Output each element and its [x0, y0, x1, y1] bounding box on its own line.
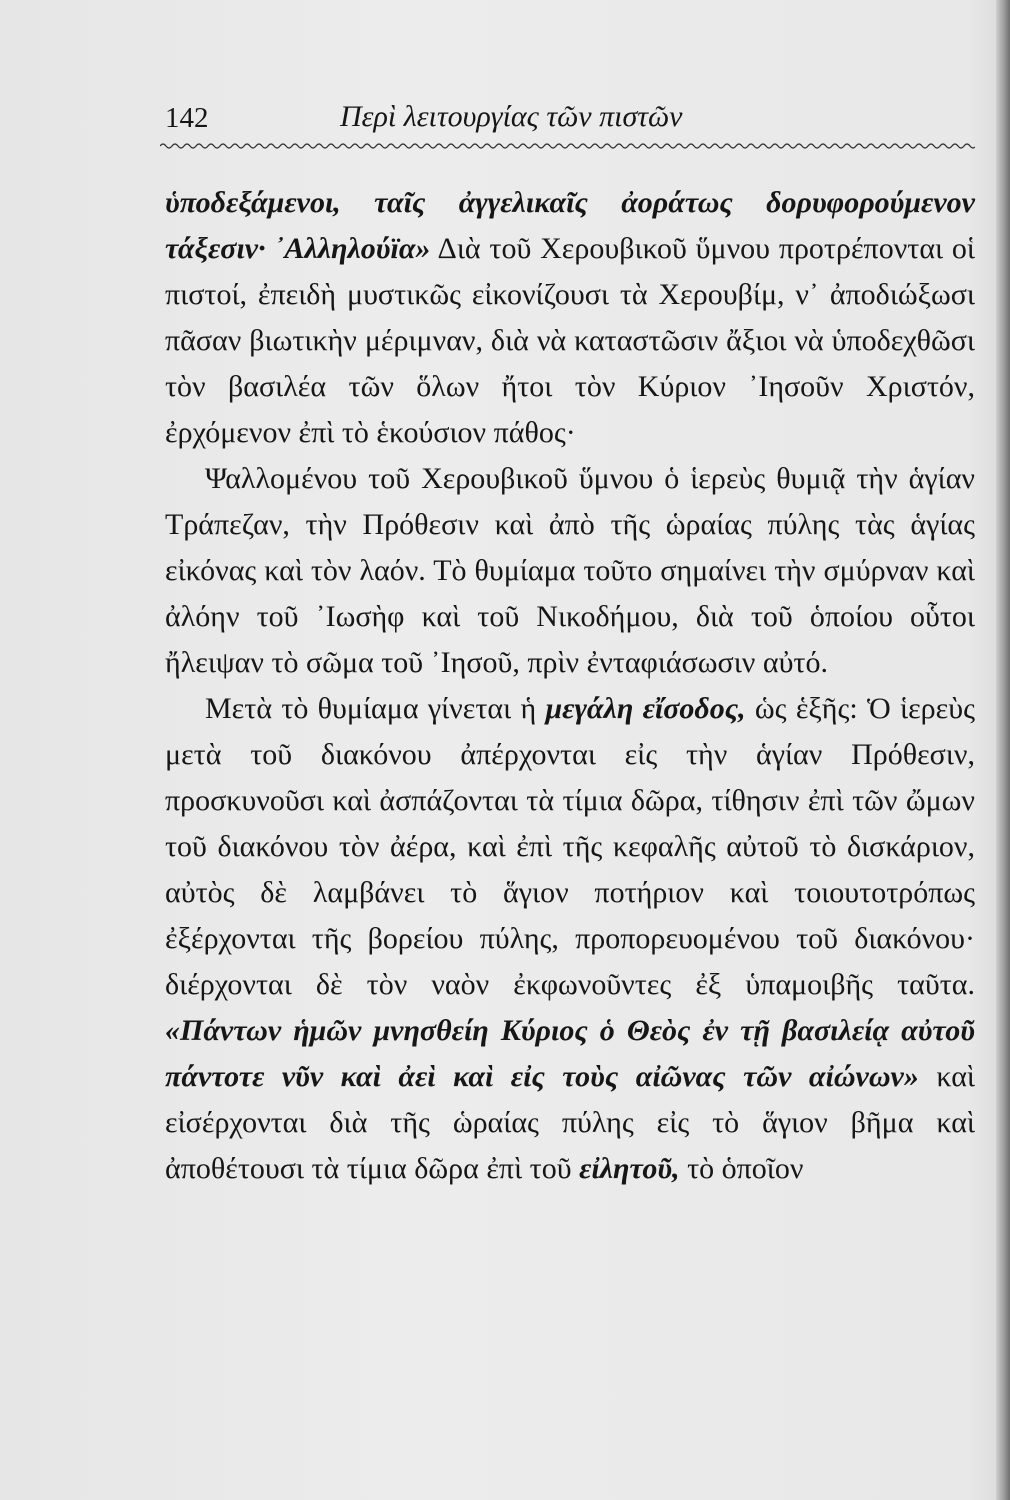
text-run: ὑποδεξάμενοι, ταῖς ἀγγελικαῖς ἀοράτως δορυφορούμενον τάξεσιν· ᾿Αλληλούϊα»	[165, 186, 975, 265]
text-run: Μετὰ τὸ θυμίαμα γίνεται ἡ	[205, 692, 546, 725]
main-text	[165, 180, 975, 1192]
text-run: τὸ ὁποῖον	[679, 1152, 804, 1185]
text-run: Ψαλλομένου τοῦ Χερουβικοῦ ὕμνου ὁ ἱερεὺς θυμιᾷ τὴν ἁγίαν Τράπεζαν, τὴν Πρόθεσιν καὶ ἀπὸ τῆς ὡραίας πύλης τὰς ἁγίας εἰκόνας καὶ τὸν λαόν. Τὸ θυμίαμα τοῦτο σημαίνει τὴν σμύρναν καὶ ἀλόην τοῦ ᾿Ιωσὴφ καὶ τοῦ Νικοδήμου, διὰ τοῦ ὁποίου οὗτοι ἤλειψαν τὸ σῶμα τοῦ ᾿Ιησοῦ, πρὶν ἐνταφιάσωσιν αὐτό.	[165, 462, 975, 679]
text-run: Διὰ τοῦ Χερουβικοῦ ὕμνου προτρέπονται οἱ πιστοί, ἐπειδὴ μυστικῶς εἰκονίζουσι τὰ Χερουβίμ, ν᾿ ἀποδιώξωσι πᾶσαν βιωτικὴν μέριμναν, διὰ νὰ καταστῶσιν ἄξιοι νὰ ὑποδεχθῶσι τὸν βασιλέα τῶν ὅλων ἤτοι τὸν Κύριον ᾿Ιησοῦν Χριστόν, ἐρχόμενον ἐπὶ τὸ ἑκούσιον πάθος·	[165, 232, 975, 449]
page-header	[165, 98, 975, 138]
text-run: εἰλητοῦ,	[579, 1152, 680, 1185]
paragraph-2	[165, 456, 975, 686]
text-run: «Πάντων ἡμῶν μνησθείη Κύριος ὁ Θεὸς ἐν τῇ βασιλείᾳ αὐτοῦ πάντοτε νῦν καὶ ἀεὶ καὶ εἰς τοὺς αἰῶνας τῶν αἰώνων»	[165, 1014, 975, 1093]
book-spine-edge	[996, 0, 1010, 1500]
running-title: Περὶ λειτουργίας τῶν πιστῶν	[340, 100, 683, 133]
paragraph-3	[165, 686, 975, 1192]
text-run: καὶ εἰσέρχονται διὰ τῆς ὡραίας πύλης εἰς τὸ ἅγιον βῆμα καὶ ἀποθέτουσι τὰ τίμια δῶρα ἐπὶ τοῦ	[165, 1060, 975, 1185]
header-wavy-rule	[160, 140, 975, 152]
page-number: 142	[165, 102, 209, 134]
paragraph-1	[165, 180, 975, 456]
text-run: μεγάλη εἴσοδος,	[545, 692, 746, 725]
text-run: ὡς ἑξῆς: Ὁ ἱερεὺς μετὰ τοῦ διακόνου ἀπέρχονται εἰς τὴν ἁγίαν Πρόθεσιν, προσκυνοῦσι καὶ ἀσπάζονται τὰ τίμια δῶρα, τίθησιν ἐπὶ τῶν ὤμων τοῦ διακόνου τὸν ἀέρα, καὶ ἐπὶ τῆς κεφαλῆς αὐτοῦ τὸ δισκάριον, αὐτὸς δὲ λαμβάνει τὸ ἅγιον ποτήριον καὶ τοιουτοτρόπως ἐξέρχονται τῆς βορείου πύλης, προπορευομένου τοῦ διακόνου· διέρχονται δὲ τὸν ναὸν ἐκφωνοῦντες ἐξ ὑπαμοιβῆς ταῦτα.	[165, 692, 975, 1001]
